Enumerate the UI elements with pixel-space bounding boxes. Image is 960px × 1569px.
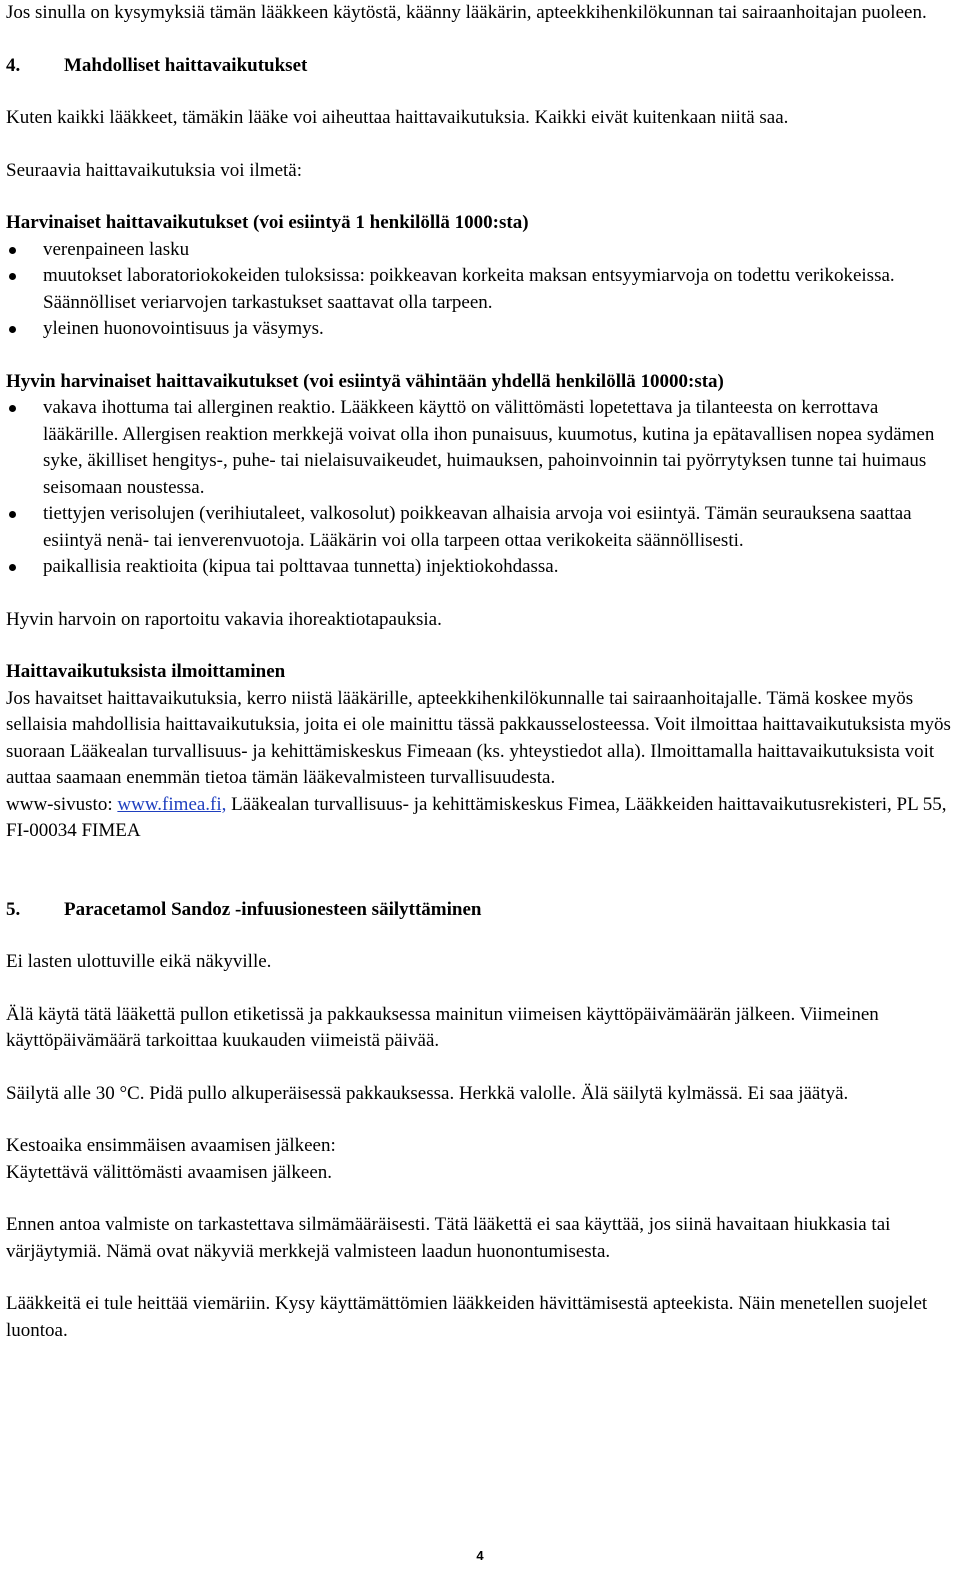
reporting-heading: Haittavaikutuksista ilmoittaminen bbox=[6, 661, 286, 682]
list-item: paikallisia reaktioita (kipua tai polttavaa tunnetta) injektiokohdassa. bbox=[6, 554, 954, 581]
shelf-life-value: Käytettävä välittömästi avaamisen jälkeen. bbox=[6, 1161, 333, 1183]
disposal-paragraph: Lääkkeitä ei tule heittää viemäriin. Kysy käyttämättömien lääkkeiden hävittämisestä apteekista. Näin menetellen suojelet luontoa. bbox=[6, 1293, 928, 1341]
section-number: 5. bbox=[6, 898, 21, 920]
page-number: 4 bbox=[476, 1548, 484, 1563]
inspection-paragraph: Ennen antoa valmiste on tarkastettava silmämääräisesti. Tätä lääkettä ei saa käyttää, jos siinä havaitaan hiukkasia tai värjäytymiä. Nämä ovat näkyviä merkkejä valmisteen laadun huonontumisesta. bbox=[6, 1214, 891, 1262]
storage-paragraph: Säilytä alle 30 °C. Pidä pullo alkuperäisessä pakkauksessa. Herkkä valolle. Älä säilytä kylmässä. Ei saa jäätyä. bbox=[6, 1082, 849, 1104]
very-rare-effects-list bbox=[6, 395, 954, 581]
side-effects-intro: Kuten kaikki lääkkeet, tämäkin lääke voi aiheuttaa haittavaikutuksia. Kaikki eivät kuitenkaan niitä saa. bbox=[6, 107, 789, 128]
list-item: muutokset laboratoriokokeiden tuloksissa: poikkeavan korkeita maksan entsyymiarvoja on todettu verikokeissa. Säännölliset veriarvojen tarkastukset saattavat olla tarpeen. bbox=[6, 263, 954, 316]
section-title: Mahdolliset haittavaikutukset bbox=[64, 54, 308, 76]
fimea-link[interactable]: www.fimea.fi, bbox=[117, 793, 227, 815]
intro-paragraph: Jos sinulla on kysymyksiä tämän lääkkeen käytöstä, käänny lääkärin, apteekkihenkilökunnan tai sairaanhoitajan puoleen. bbox=[6, 2, 927, 23]
reporting-paragraph: Jos havaitset haittavaikutuksia, kerro niistä lääkärille, apteekkihenkilökunnalle tai sairaanhoitajalle. Tämä koskee myös sellaisia mahdollisia haittavaikutuksia, joita ei ole mainittu tässä pakkausselosteessa. Voit ilmoittaa haittavaikutuksista myös suoraan Lääkealan turvallisuus- ja kehittämiskeskus Fimeaan (ks. yhteystiedot alla). Ilmoittamalla haittavaikutuksista voit auttaa saamaan enemmän tietoa tämän lääkevalmisteen turvallisuudesta. bbox=[6, 687, 951, 788]
rare-effects-list bbox=[6, 237, 954, 343]
section-4-heading bbox=[6, 53, 954, 80]
very-rare-effects-heading: Hyvin harvinaiset haittavaikutukset (voi esiintyä vähintään yhdellä henkilöllä 10000:sta) bbox=[6, 370, 724, 392]
website-suffix: Lääkealan turvallisuus- ja kehittämiskeskus Fimea, Lääkkeiden haittavaikutusrekisteri, PL 55, FI-00034 FIMEA bbox=[6, 793, 947, 841]
website-prefix: www-sivusto: bbox=[6, 793, 118, 815]
list-item: verenpaineen lasku bbox=[6, 237, 954, 264]
list-item: vakava ihottuma tai allerginen reaktio. Lääkkeen käyttö on välittömästi lopetettava ja tilanteesta on kerrottava lääkärille. Allergisen reaktion merkkejä voivat olla ihon punaisuus, kuumotus, kutina ja epätavallisen nopea sydämen syke, äkilliset hengitys-, puhe- tai nielaisuvaikeudet, huimauksen, pahoinvoinnin tai pyörrytyksen tunne tai huimaus seisomaan noustessa. bbox=[6, 395, 954, 501]
list-item: yleinen huonovointisuus ja väsymys. bbox=[6, 316, 954, 343]
storage-paragraph: Ei lasten ulottuville eikä näkyville. bbox=[6, 951, 272, 972]
storage-paragraph: Älä käytä tätä lääkettä pullon etiketissä ja pakkauksessa mainitun viimeisen käyttöpäivämäärän jälkeen. Viimeinen käyttöpäivämäärä tarkoittaa kuukauden viimeistä päivää. bbox=[6, 1003, 879, 1051]
side-effects-lead: Seuraavia haittavaikutuksia voi ilmetä: bbox=[6, 159, 302, 181]
skin-reactions-note: Hyvin harvoin on raportoitu vakavia ihoreaktiotapauksia. bbox=[6, 608, 442, 630]
section-5-heading bbox=[6, 897, 954, 924]
website-line bbox=[6, 792, 954, 845]
list-item: tiettyjen verisolujen (verihiutaleet, valkosolut) poikkeavan alhaisia arvoja voi esiintyä. Tämän seurauksena saattaa esiintyä nenä- tai ienverenvuotoja. Lääkärin voi olla tarpeen ottaa verikokeita säännöllisesti. bbox=[6, 501, 954, 554]
rare-effects-heading: Harvinaiset haittavaikutukset (voi esiintyä 1 henkilöllä 1000:sta) bbox=[6, 212, 529, 233]
shelf-life-label: Kestoaika ensimmäisen avaamisen jälkeen: bbox=[6, 1135, 336, 1156]
section-number: 4. bbox=[6, 54, 21, 76]
document-page bbox=[6, 0, 954, 1344]
section-title: Paracetamol Sandoz -infuusionesteen säilyttäminen bbox=[64, 898, 482, 920]
